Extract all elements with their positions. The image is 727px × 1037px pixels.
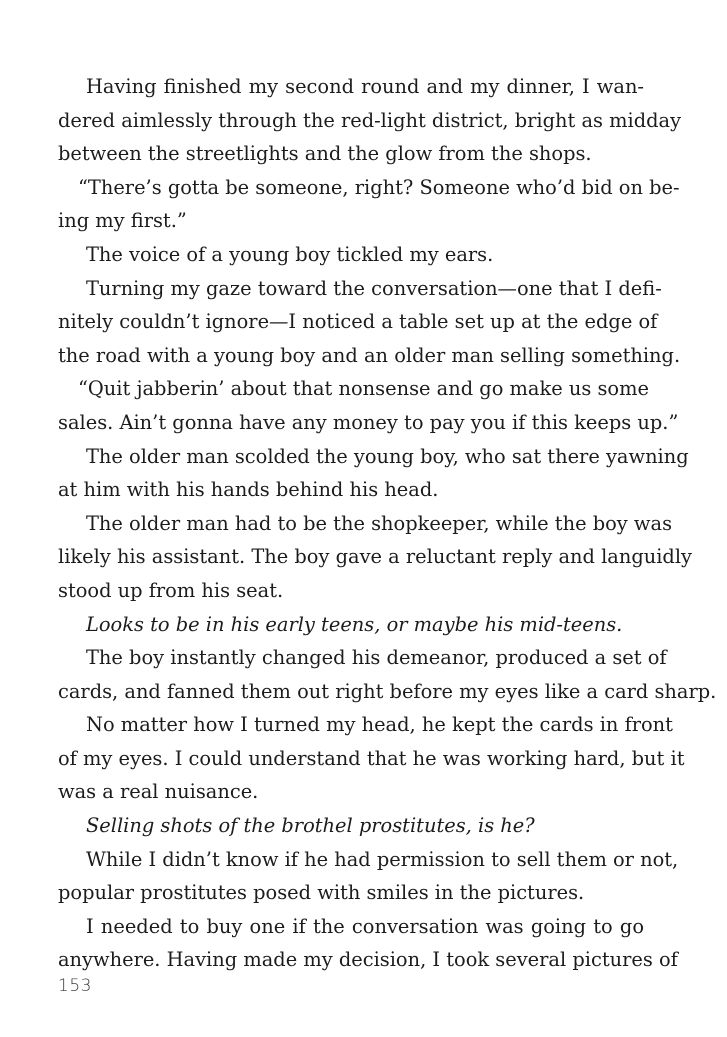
text-line: The older man scolded the young boy, who sat there yawning bbox=[86, 444, 689, 468]
text-line: popular prostitutes posed with smiles in the pictures. bbox=[58, 881, 585, 905]
text-line: “There’s gotta be someone, right? Someone who’d bid on be- bbox=[78, 175, 680, 199]
italic-thought-line: Selling shots of the brothel prostitutes, is he? bbox=[86, 814, 535, 838]
text-line: cards, and fanned them out right before my eyes like a card sharp. bbox=[58, 679, 717, 703]
text-line: the road with a young boy and an older man selling something. bbox=[58, 343, 681, 367]
text-line: While I didn’t know if he had permission to sell them or not, bbox=[86, 847, 679, 871]
text-line: dered aimlessly through the red-light district, bright as midday bbox=[58, 108, 682, 132]
text-line: anywhere. Having made my decision, I took several pictures of bbox=[58, 948, 678, 972]
italic-thought-line: Looks to be in his early teens, or maybe his mid-teens. bbox=[86, 612, 623, 636]
text-line: ing my first.” bbox=[58, 209, 187, 233]
text-line: likely his assistant. The boy gave a reluctant reply and languidly bbox=[58, 545, 693, 569]
text-line: No matter how I turned my head, he kept the cards in front bbox=[86, 713, 673, 737]
body-text bbox=[58, 70, 717, 977]
page-number: 153 bbox=[58, 976, 92, 996]
text-line: stood up from his seat. bbox=[58, 578, 284, 602]
text-line: of my eyes. I could understand that he was working hard, but it bbox=[58, 746, 685, 770]
text-line: at him with his hands behind his head. bbox=[58, 478, 439, 502]
text-line: The voice of a young boy tickled my ears. bbox=[86, 242, 494, 266]
text-line: Having finished my second round and my dinner, I wan- bbox=[86, 75, 644, 98]
text-line: between the streetlights and the glow from the shops. bbox=[58, 142, 592, 166]
text-line: Turning my gaze toward the conversation—one that I defi- bbox=[86, 276, 662, 300]
text-line: “Quit jabberin’ about that nonsense and go make us some bbox=[78, 377, 649, 401]
text-line: The boy instantly changed his demeanor, produced a set of bbox=[86, 646, 667, 670]
text-line: sales. Ain’t gonna have any money to pay you if this keeps up.” bbox=[58, 410, 679, 434]
text-line: nitely couldn’t ignore—I noticed a table set up at the edge of bbox=[58, 310, 658, 334]
text-line: The older man had to be the shopkeeper, while the boy was bbox=[86, 511, 673, 535]
text-line: was a real nuisance. bbox=[58, 780, 259, 804]
text-line: I needed to buy one if the conversation was going to go bbox=[86, 914, 644, 938]
